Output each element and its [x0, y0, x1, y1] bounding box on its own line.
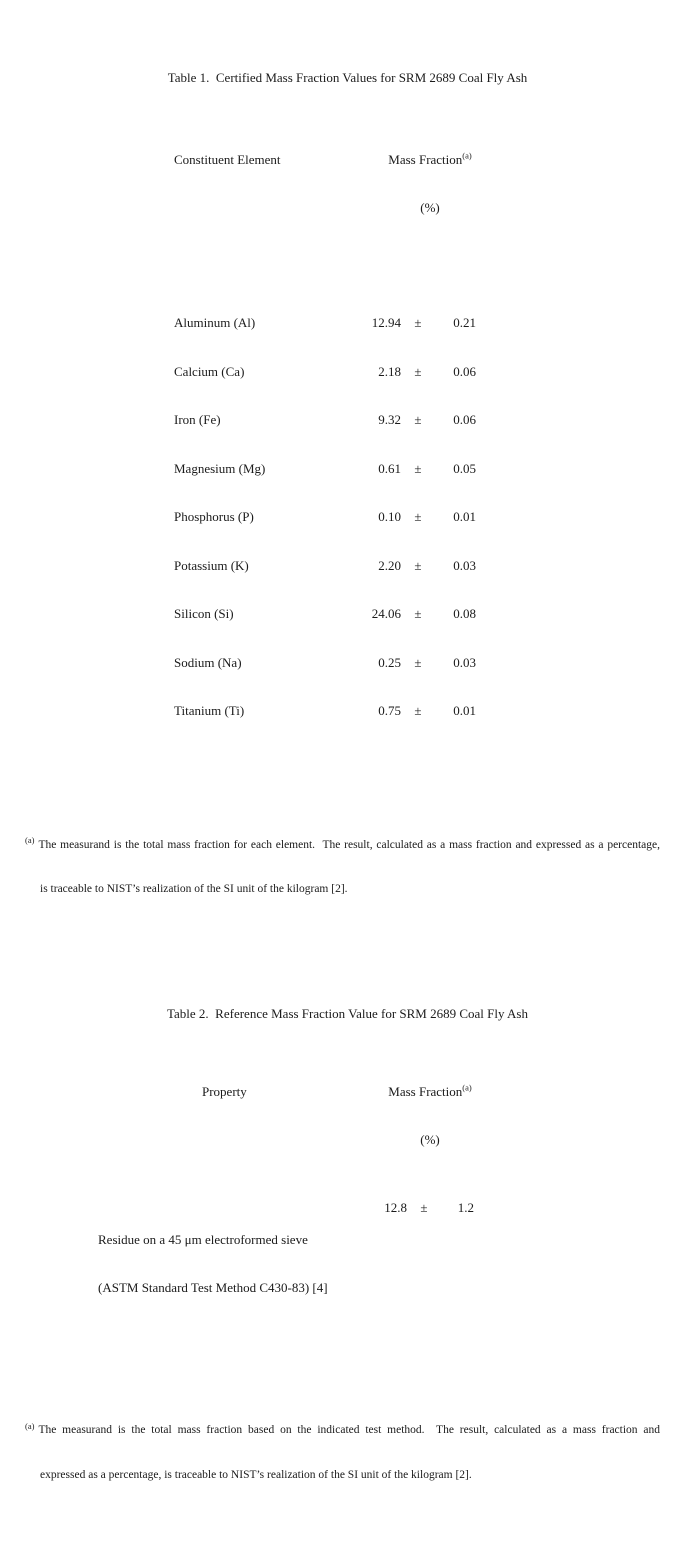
table-row — [0, 364, 681, 381]
footnote-text: The measurand is the total mass fraction based on the indicated test method. The result, calculated as a mass fraction and — [38, 1424, 660, 1437]
uncertainty-value: 0.06 — [453, 363, 476, 379]
table1-body — [0, 283, 681, 752]
footnote-marker: (a) — [25, 835, 35, 846]
uncertainty-value: 0.08 — [453, 606, 476, 621]
plus-minus-sign: ± — [420, 1199, 428, 1215]
plus-minus-sign: ± — [414, 315, 422, 330]
table2-col1-header: Property — [202, 1083, 247, 1099]
plus-minus-sign: ± — [414, 412, 422, 427]
mass-fraction-value: 0.75 — [378, 703, 401, 718]
mass-fraction-label: Mass Fraction — [388, 152, 463, 167]
footnote-line: is traceable to NIST’s realization of the SI unit of the kilogram [2]. — [40, 883, 348, 896]
table1-footnote — [25, 809, 660, 927]
element-name: Aluminum (Al) — [174, 315, 256, 330]
table-row — [0, 412, 681, 429]
element-name: Potassium (K) — [174, 557, 249, 573]
mass-fraction-value: 12.94 — [371, 315, 401, 330]
table-row — [0, 509, 681, 526]
plus-minus-sign: ± — [414, 703, 422, 718]
uncertainty-value: 0.21 — [453, 315, 476, 330]
element-name: Silicon (Si) — [174, 606, 234, 621]
table2-header-row — [0, 1084, 681, 1100]
footnote-marker: (a) — [25, 1420, 35, 1431]
footnote-line — [25, 835, 660, 853]
footnote-text: The measurand is the total mass fraction for each element. The result, calculated as a mass fraction and expressed as a percentage, — [38, 839, 660, 852]
element-name: Titanium (Ti) — [174, 703, 245, 718]
uncertainty-value: 0.03 — [453, 557, 476, 573]
footnote-line — [25, 1420, 660, 1438]
table-row — [0, 606, 681, 623]
plus-minus-sign: ± — [414, 606, 422, 621]
table-row — [0, 558, 681, 575]
table1-col1-header: Constituent Element — [174, 152, 281, 167]
plus-minus-sign: ± — [414, 363, 422, 379]
plus-minus-sign: ± — [414, 654, 422, 670]
table-row — [0, 461, 681, 478]
table-row — [0, 315, 681, 332]
element-name: Iron (Fe) — [174, 412, 221, 427]
plus-minus-sign: ± — [414, 557, 422, 573]
element-name: Magnesium (Mg) — [174, 460, 266, 476]
element-name: Calcium (Ca) — [174, 363, 245, 379]
mass-fraction-value: 24.06 — [371, 606, 401, 621]
mass-fraction-value: 0.61 — [378, 460, 401, 476]
uncertainty-value: 0.05 — [453, 460, 476, 476]
table2-unit-row — [0, 1132, 681, 1148]
element-name: Phosphorus (P) — [174, 509, 254, 524]
uncertainty-value: 0.03 — [453, 654, 476, 670]
table1-col2-header — [349, 152, 511, 168]
mass-fraction-value: 12.8 — [384, 1199, 407, 1215]
table-row — [0, 1200, 681, 1328]
property-name-line1: Residue on a 45 μm electroformed sieve — [98, 1231, 308, 1247]
table1-title: Table 1. Certified Mass Fraction Values for SRM 2689 Coal Fly Ash — [167, 70, 528, 85]
uncertainty-value: 0.06 — [453, 412, 476, 427]
mass-fraction-value: 0.10 — [378, 509, 401, 524]
footnote-ref-a: (a) — [462, 1082, 472, 1093]
mass-fraction-value: 9.32 — [378, 412, 401, 427]
mass-fraction-value: 2.18 — [378, 363, 401, 379]
mass-fraction-label: Mass Fraction — [388, 1083, 463, 1099]
mass-fraction-value: 0.25 — [378, 654, 401, 670]
table1-header-row — [0, 152, 681, 168]
table-row — [0, 703, 681, 720]
table2-title: Table 2. Reference Mass Fraction Value for SRM 2689 Coal Fly Ash — [167, 1005, 528, 1021]
property-name-line2: (ASTM Standard Test Method C430-83) [4] — [98, 1279, 328, 1295]
footnote-line: expressed as a percentage, is traceable to NIST’s realization of the SI unit of the kilogram [2]. — [40, 1468, 472, 1481]
table1-unit-row — [0, 200, 681, 216]
plus-minus-sign: ± — [414, 460, 422, 476]
mass-fraction-value: 2.20 — [378, 557, 401, 573]
footnote-ref-a: (a) — [462, 150, 472, 161]
element-name: Sodium (Na) — [174, 654, 242, 670]
table2-footnote — [25, 1394, 660, 1512]
uncertainty-value: 1.2 — [457, 1199, 474, 1215]
plus-minus-sign: ± — [414, 509, 422, 524]
table2-unit-label: (%) — [420, 1131, 440, 1147]
table-row — [0, 655, 681, 672]
uncertainty-value: 0.01 — [453, 703, 476, 718]
property-name — [98, 1200, 349, 1328]
table2-col2-header — [349, 1084, 511, 1100]
table1-unit-label: (%) — [420, 200, 440, 215]
uncertainty-value: 0.01 — [453, 509, 476, 524]
